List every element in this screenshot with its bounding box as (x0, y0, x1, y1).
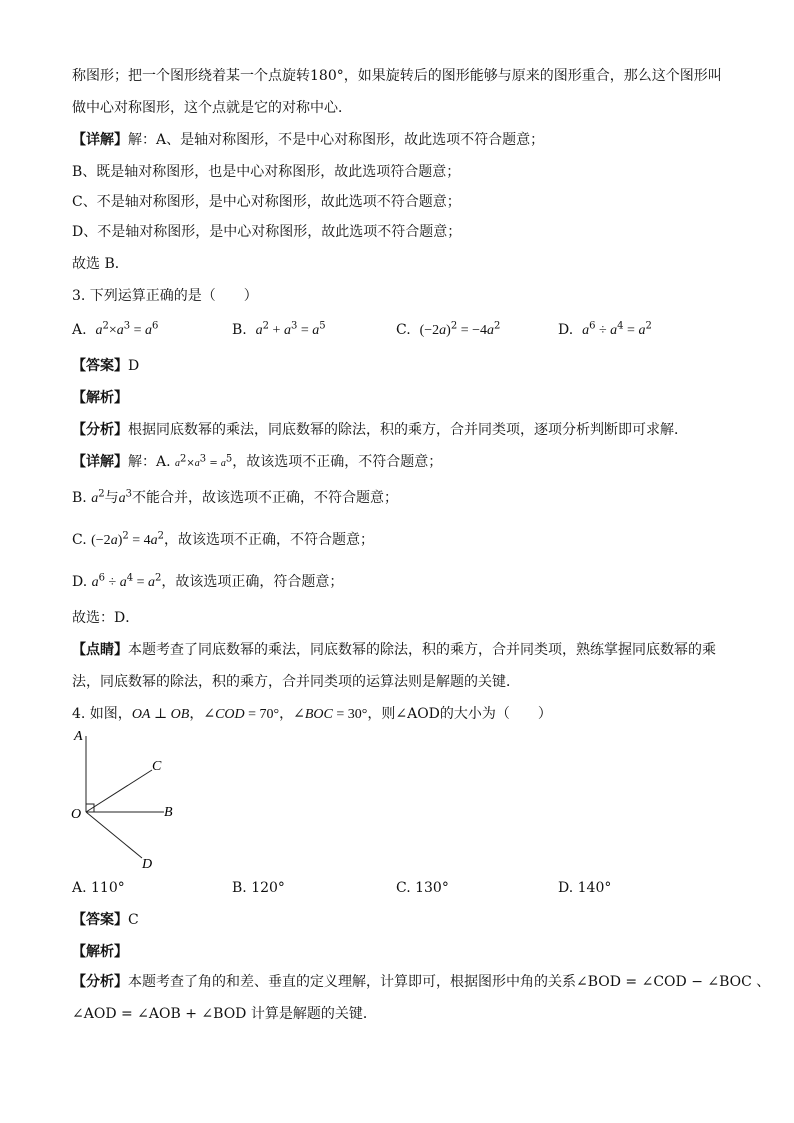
q3-review-2: 法，同底数幂的除法，积的乘方，合并同类项的运算法则是解题的关键． (72, 674, 520, 690)
q4-analysis-text-1: 本题考查了角的和差、垂直的定义理解，计算即可，根据图形中角的关系∠BOD = ∠COD − ∠BOC 、 (128, 974, 771, 990)
q3-detail-b-post: 不能合并，故该选项不正确，不符合题意； (131, 490, 398, 506)
q3-review-text-1: 本题考查了同底数幂的乘法，同底数幂的除法，积的乘方，合并同类项，熟练掌握同底数幂的乘 (128, 642, 716, 658)
q3-option-d: D. $a^6 \div a^4 = a^2$ (558, 320, 652, 338)
q3-analysis-text: 根据同底数幂的乘法，同底数幂的除法，积的乘方，合并同类项，逐项分析判断即可求解． (128, 422, 688, 438)
q4-analysis-2: ∠AOD = ∠AOB + ∠BOD 计算是解题的关键． (72, 1006, 377, 1022)
q4-option-c: C. 130° (396, 880, 449, 896)
q3-detail-b: B. $a^2$与$a^3$不能合并，故该选项不正确，不符合题意； (72, 488, 398, 506)
ray-oc (86, 770, 152, 812)
label-b: B (164, 805, 173, 820)
label-d: D (142, 857, 153, 872)
q3-detail-c: C. $(-2a)^2 = 4a^2$，故该选项不正确，不符合题意； (72, 530, 375, 548)
label-a: A (74, 729, 83, 744)
detail-tag: 【详解】 (72, 454, 128, 470)
q3-review-1 (72, 640, 716, 660)
q2-choose: 故选 B． (72, 256, 129, 272)
q3-detail-a: 【详解】解：A. $a^2\times a^3 = a^5$，故该选项不正确，不符合题意； (72, 453, 443, 470)
label-o: O (71, 807, 82, 822)
q2-detail-a-text: 解：A、是轴对称图形，不是中心对称图形，故此选项不符合题意； (128, 132, 545, 148)
q4-option-b: B. 120° (232, 880, 285, 896)
q3-detail-b-mid: 与 (104, 490, 119, 506)
q4-stem-post: ，则∠AOD的大小为（ ） (367, 706, 552, 722)
answer-tag: 【答案】 (72, 912, 128, 928)
q3-option-b-label: B. (232, 322, 247, 338)
detail-tag: 【详解】 (72, 132, 128, 148)
q2-detail-c: C、不是轴对称图形，是中心对称图形，故此选项不符合题意； (72, 194, 461, 210)
analysis-tag: 【分析】 (72, 974, 128, 990)
q3-answer-value: D (128, 358, 140, 374)
q4-option-a: A. 110° (72, 880, 125, 896)
q4-stem-pre: 4. 如图， (72, 706, 132, 722)
q3-stem: 3. 下列运算正确的是（ ） (72, 288, 258, 304)
q3-detail-c-pre: C. (72, 532, 92, 548)
q3-jiexi: 【解析】 (72, 390, 128, 406)
q4-answer (72, 910, 139, 930)
q3-option-d-label: D. (558, 322, 574, 338)
q2-detail-a (72, 130, 544, 150)
q3-option-a-label: A. (72, 322, 87, 338)
q3-analysis (72, 420, 688, 440)
answer-tag: 【答案】 (72, 358, 128, 374)
q2-detail-b: B、既是轴对称图形，也是中心对称图形，故此选项符合题意； (72, 164, 461, 180)
q4-jiexi: 【解析】 (72, 944, 128, 960)
q3-answer (72, 356, 139, 376)
q3-detail-b-pre: B. (72, 490, 92, 506)
q3-detail-d-post: ，故该选项正确，符合题意； (161, 574, 344, 590)
q3-option-b: B. $a^2 + a^3 = a^5$ (232, 320, 326, 338)
q3-option-c: C. $(-2a)^2 = -4a^2$ (396, 320, 501, 338)
q4-answer-value: C (128, 912, 139, 928)
ray-od (86, 812, 142, 858)
q2-detail-d: D、不是轴对称图形，是中心对称图形，故此选项不符合题意； (72, 224, 462, 240)
q3-detail-a-post: ，故该选项不正确，不符合题意； (232, 454, 443, 470)
intro-line-2: 做中心对称图形，这个点就是它的对称中心． (72, 100, 352, 116)
q3-option-c-label: C. (396, 322, 411, 338)
q3-detail-c-post: ，故该选项不正确，不符合题意； (164, 532, 375, 548)
q4-option-d: D. 140° (558, 880, 612, 896)
label-c: C (152, 759, 162, 774)
q3-option-a: A. $a^2\times a^3 = a^6$ (72, 320, 159, 338)
q3-detail-d-pre: D. (72, 574, 92, 590)
q3-detail-d: D. $a^6 \div a^4 = a^2$，故该选项正确，符合题意； (72, 572, 344, 590)
q4-angle-figure (66, 724, 196, 874)
review-tag: 【点睛】 (72, 642, 128, 658)
intro-line-1: 称图形；把一个图形绕着某一个点旋转180°，如果旋转后的图形能够与原来的图形重合，那么这个图形叫 (72, 68, 722, 84)
q3-choose: 故选：D． (72, 610, 140, 626)
analysis-tag: 【分析】 (72, 422, 128, 438)
q3-detail-a-pre: 解：A. (128, 454, 176, 470)
q4-analysis-1 (72, 972, 770, 992)
q4-stem: 4. 如图，OA ⊥ OB，∠COD = 70°，∠BOC = 30°，则∠AOD的大小为（ ） (72, 706, 552, 722)
